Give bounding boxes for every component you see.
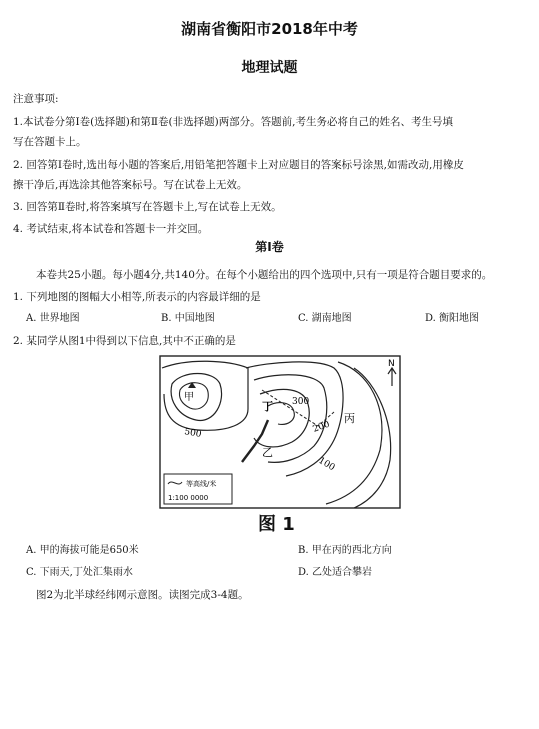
label-200: 200 [311,419,332,435]
note-2-line-2: 擦干净后,再选涂其他答案标号。写在试卷上无效。 [13,179,248,191]
q1-option-a: A. 世界地图 [26,313,80,324]
figure-label: 图 1 [258,514,295,535]
q2-option-d: D. 乙处适合攀岩 [298,567,373,578]
label-100: 100 [316,455,337,474]
q1-stem: 1. 下列地图的图幅大小相等,所表示的内容最详细的是 [13,291,261,303]
q2-option-a: A. 甲的海拔可能是650米 [26,545,139,556]
label-500: 500 [183,427,203,440]
contour-line [354,368,391,508]
legend-scale-label: 1:100 0000 [168,494,209,502]
label-ding: 丁 [262,400,273,413]
note-1-line-2: 写在答题卡上。 [13,136,87,148]
note-1-line-1: 1.本试卷分第Ⅰ卷(选择题)和第Ⅱ卷(非选择题)两部分。答题前,考生务必将自己的姓名、考生号填 [13,116,454,128]
section-intro: 本卷共25小题。每小题4分,共140分。在每个小题给出的四个选项中,只有一项是符合题目要求的。 [36,269,493,281]
q2-option-b: B. 甲在丙的西北方向 [298,545,392,556]
q1-option-d: D. 衡阳地图 [425,313,480,324]
notes-heading: 注意事项: [13,93,59,105]
q1-option-b: B. 中国地图 [161,313,215,324]
q2-option-c: C. 下雨天,丁处汇集雨水 [26,567,133,578]
q2-stem: 2. 某同学从图1中得到以下信息,其中不正确的是 [13,335,236,347]
q1-option-c: C. 湖南地图 [298,313,352,324]
contour-line [326,362,382,504]
label-north: N [388,359,395,369]
label-yi: 乙 [262,446,273,459]
page-title: 湖南省衡阳市2018年中考 [181,20,358,38]
note-2-line-1: 2. 回答第Ⅰ卷时,选出每小题的答案后,用铅笔把答题卡上对应题目的答案标号涂黑,如需改动,用橡皮 [13,159,464,171]
label-jia: 甲 [184,392,194,403]
next-question-intro: 图2为北半球经纬网示意图。读图完成3-4题。 [36,589,249,601]
page-subtitle: 地理试题 [241,60,298,76]
label-bing: 丙 [344,412,355,425]
contour-map-figure [158,354,402,510]
note-3: 3. 回答第Ⅱ卷时,将答案填写在答题卡上,写在试卷上无效。 [13,201,282,213]
note-4: 4. 考试结束,将本试卷和答题卡一并交回。 [13,223,209,235]
legend-contour-label: 等高线/米 [186,480,217,488]
label-300: 300 [292,397,310,407]
north-arrow-icon [388,368,396,386]
contour-line [171,374,221,421]
section-title: 第Ⅰ卷 [255,240,284,254]
